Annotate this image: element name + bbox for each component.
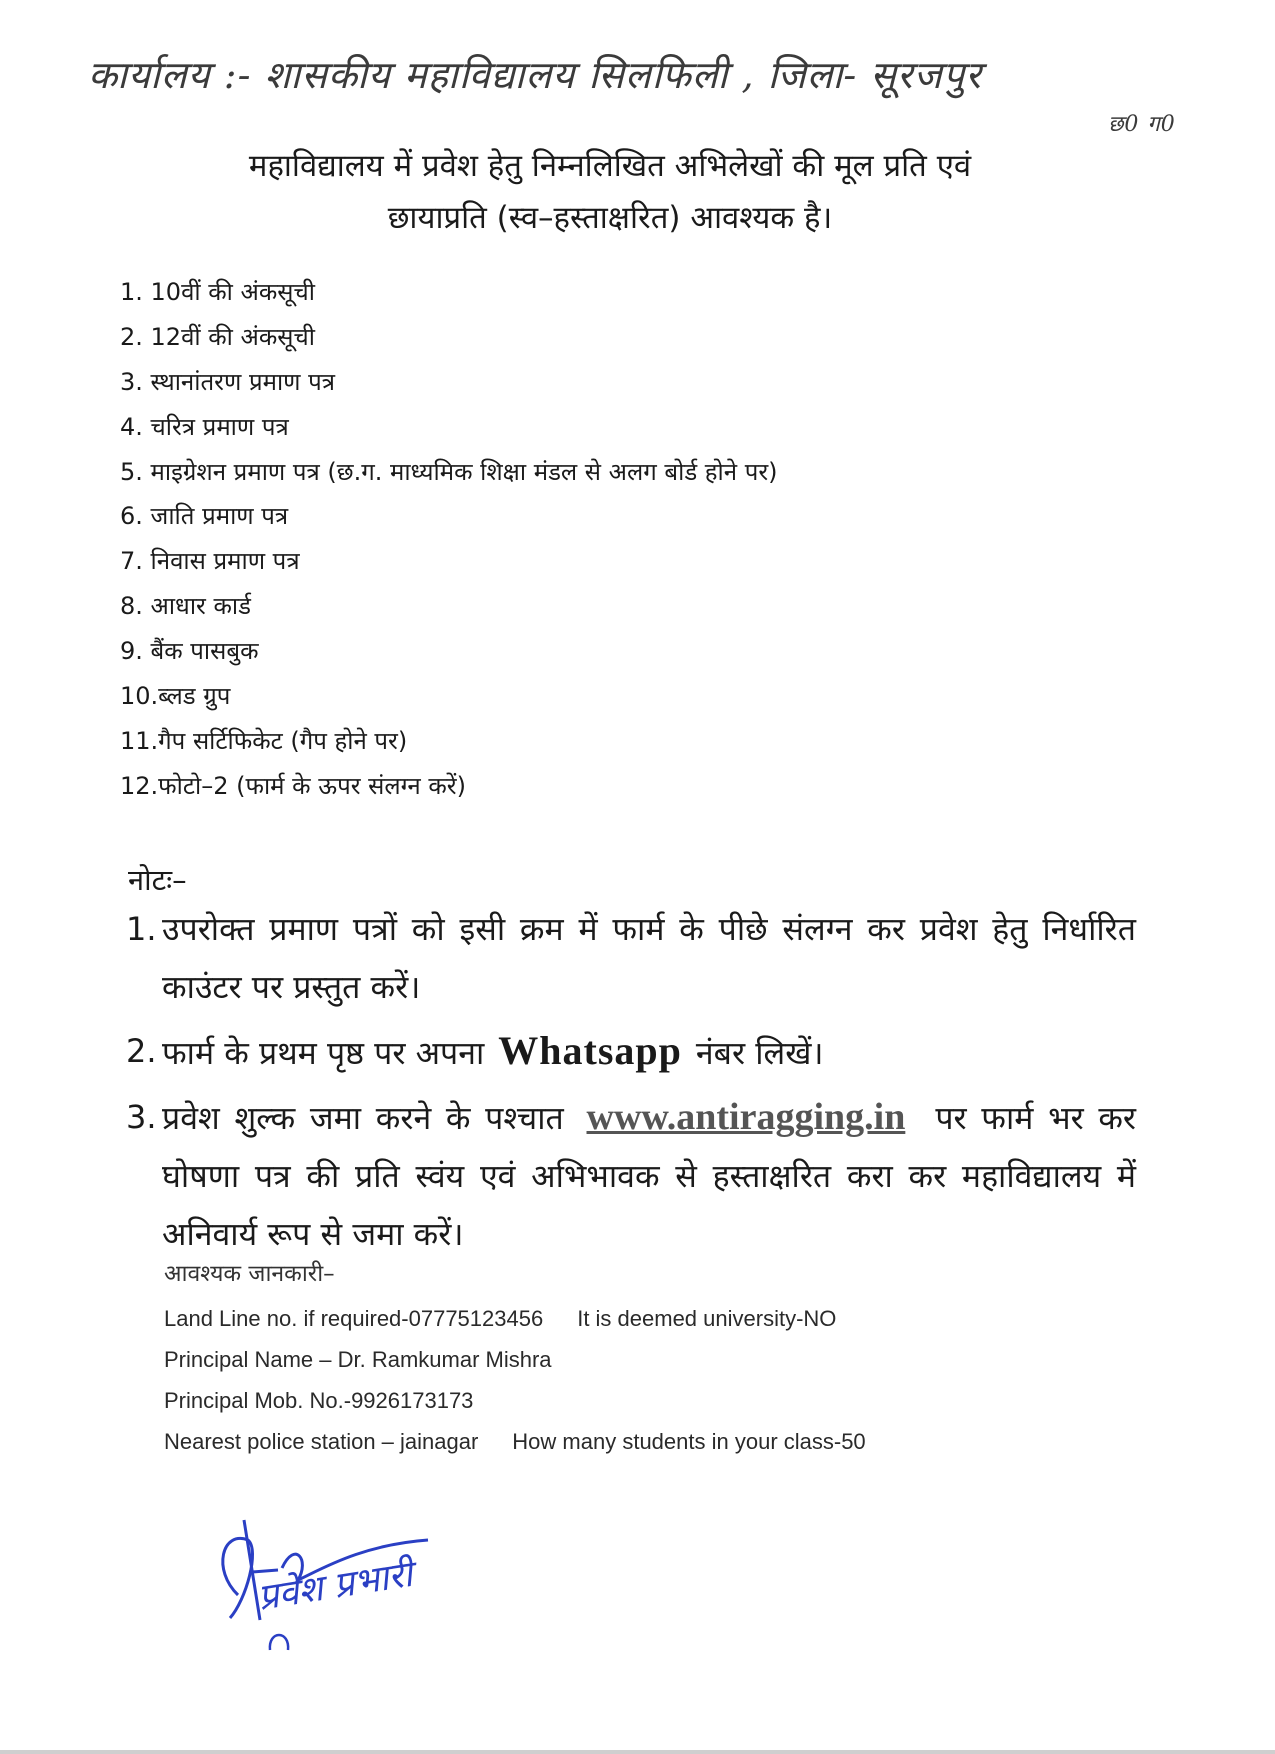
police-station-text: Nearest police station – jainagar <box>164 1429 479 1454</box>
note-body <box>162 1088 1136 1263</box>
note-number: 1. <box>126 910 157 948</box>
class-size-text: How many students in your class-50 <box>512 1429 866 1454</box>
note-text: पर फार्म भर कर घोषणा पत्र की प्रति स्वंय एवं अभिभावक से हस्ताक्षरित करा कर महाविद्यालय में अनिवार्य रूप से जमा करें। <box>162 1099 1137 1253</box>
antiragging-link[interactable]: www.antiragging.in <box>586 1096 906 1138</box>
handwritten-office-header <box>88 48 1238 137</box>
note-text: उपरोक्त प्रमाण पत्रों को इसी क्रम में फार्म के पीछे संलग्न कर प्रवेश हेतु निर्धारित काउंटर पर प्रस्तुत करें। <box>162 910 1136 1006</box>
principal-name: Principal Name – Dr. Ramkumar Mishra <box>164 1347 552 1372</box>
notes-section <box>126 900 1136 1269</box>
signature <box>200 1500 490 1680</box>
note-label: नोटः– <box>128 863 187 897</box>
note-text: प्रवेश शुल्क जमा करने के पश्चात <box>162 1099 564 1137</box>
principal-mobile: Principal Mob. No.-9926173173 <box>164 1388 474 1413</box>
office-name: कार्यालय :- शासकीय महाविद्यालय सिलफिली , जिला- सूरजपुर <box>88 53 982 97</box>
note-number: 3. <box>126 1098 157 1136</box>
list-item: 4. चरित्र प्रमाण पत्र <box>120 412 289 441</box>
note-item-3 <box>126 1088 1136 1263</box>
list-item: 7. निवास प्रमाण पत्र <box>120 547 300 576</box>
list-item: 2. 12वीं की अंकसूची <box>120 322 315 351</box>
info-title: आवश्यक जानकारी– <box>164 1261 335 1287</box>
list-item: 8. आधार कार्ड <box>120 592 251 621</box>
note-body <box>162 1022 1136 1082</box>
list-item: 5. माइग्रेशन प्रमाण पत्र (छ.ग. माध्यमिक शिक्षा मंडल से अलग बोर्ड होने पर) <box>120 457 778 486</box>
list-item: 1. 10वीं की अंकसूची <box>120 278 315 306</box>
page-heading <box>110 140 1110 244</box>
note-item-2 <box>126 1022 1136 1082</box>
heading-line-2: छायाप्रति (स्व–हस्ताक्षरित) आवश्यक है। <box>387 200 833 236</box>
deemed-text: It is deemed university-NO <box>577 1306 837 1331</box>
info-line <box>164 1421 866 1462</box>
list-item: 11.गैप सर्टिफिकेट (गैप होने पर) <box>120 726 408 755</box>
list-item: 3. स्थानांतरण प्रमाण पत्र <box>120 367 336 396</box>
scan-edge <box>0 1750 1275 1754</box>
note-text: फार्म के प्रथम पृष्ठ पर अपना <box>162 1034 485 1072</box>
whatsapp-word: Whatsapp <box>498 1028 682 1073</box>
list-item: 12.फोटो–2 (फार्म के ऊपर संलग्न करें) <box>120 771 466 800</box>
required-documents-list <box>120 270 778 809</box>
state-abbrev: छ0 ग0 <box>1108 112 1176 137</box>
signature-text: प्रवेश प्रभारी <box>255 1553 416 1619</box>
landline-text: Land Line no. if required-07775123456 <box>164 1306 544 1331</box>
list-item: 9. बैंक पासबुक <box>120 637 259 666</box>
info-line <box>164 1298 866 1339</box>
info-block <box>164 1298 866 1462</box>
note-text: नंबर लिखें। <box>695 1034 824 1072</box>
note-item-1 <box>126 900 1136 1016</box>
note-number: 2. <box>126 1032 157 1070</box>
list-item: 6. जाति प्रमाण पत्र <box>120 502 289 531</box>
list-item: 10.ब्लड ग्रुप <box>120 682 231 711</box>
heading-line-1: महाविद्यालय में प्रवेश हेतु निम्नलिखित अभिलेखों की मूल प्रति एवं <box>248 148 972 184</box>
